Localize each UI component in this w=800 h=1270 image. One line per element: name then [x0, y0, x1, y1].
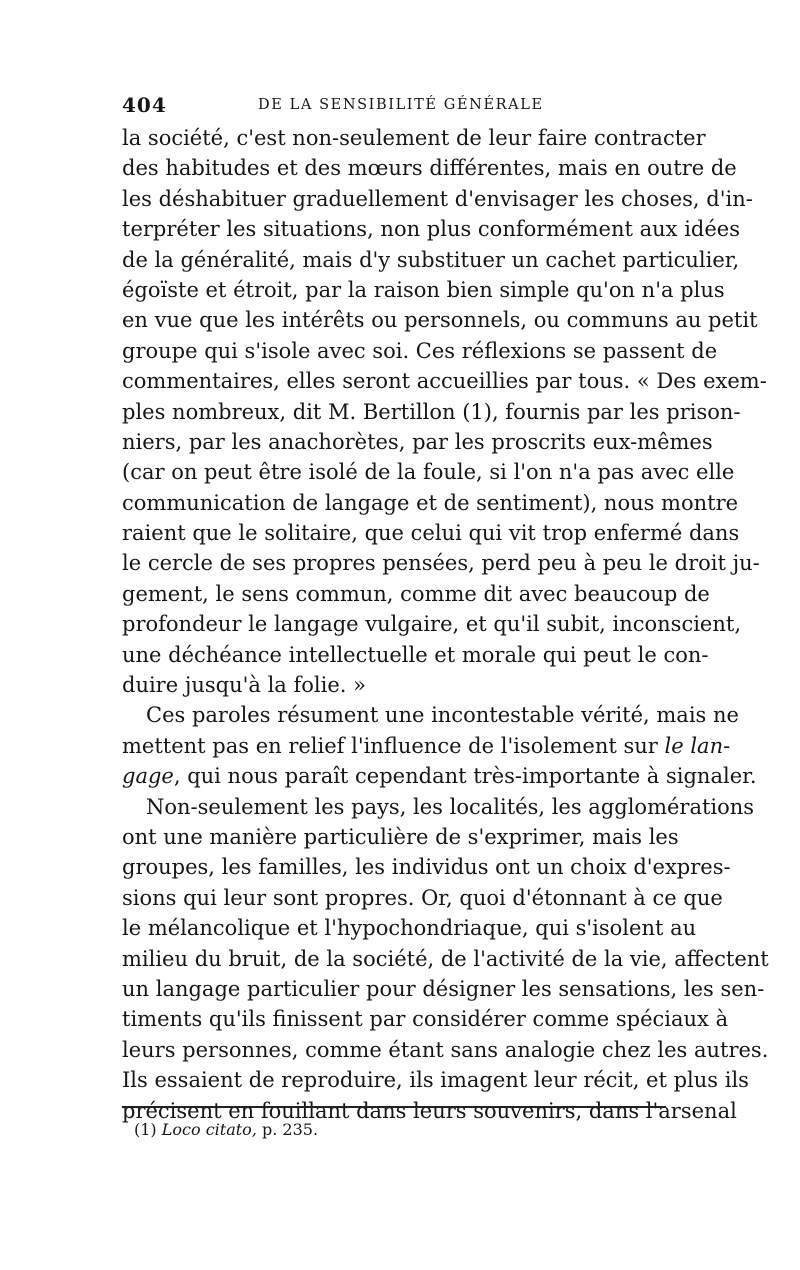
text-line: la société, c'est non-seulement de leur faire contracter — [122, 126, 706, 150]
text-line: leurs personnes, comme étant sans analogie chez les autres. — [122, 1037, 769, 1062]
paragraph-3 — [122, 792, 769, 1126]
paragraph-2 — [122, 700, 757, 791]
footnote — [134, 1120, 318, 1139]
italic-text: gage — [122, 764, 174, 789]
text-line: de la généralité, mais d'y substituer un cachet particulier, — [122, 247, 740, 272]
text-line: le mélancolique et l'hypochondriaque, qui s'isolent au — [122, 916, 697, 941]
text-line: groupe qui s'isole avec soi. Ces réflexions se passent de — [122, 338, 718, 363]
page-header — [122, 93, 682, 123]
text-line: commentaires, elles seront accueillies par tous. « Des exem- — [122, 369, 767, 394]
text-line: terpréter les situations, non plus conformément aux idées — [122, 217, 740, 242]
footnote-page: p. 235. — [262, 1120, 319, 1139]
footnote-citation: Loco citato, — [161, 1120, 257, 1139]
text-line: duire jusqu'à la folie. » — [122, 673, 366, 698]
page-number: 404 — [122, 93, 167, 117]
text-line: Non-seulement les pays, les localités, les agglomérations — [146, 794, 755, 819]
italic-text: le lan- — [664, 733, 731, 758]
text-line — [122, 731, 731, 761]
text-line — [122, 761, 757, 791]
text-line: gement, le sens commun, comme dit avec beaucoup de — [122, 581, 710, 606]
text-line: milieu du bruit, de la société, de l'activité de la vie, affectent — [122, 946, 769, 971]
text-line: les déshabituer graduellement d'envisager les choses, d'in- — [122, 186, 753, 211]
text-line: timents qu'ils finissent par considérer comme spéciaux à — [122, 1007, 729, 1032]
text-line: en vue que les intérêts ou personnels, ou communs au petit — [122, 308, 758, 333]
text-line: raient que le solitaire, que celui qui vit trop enfermé dans — [122, 521, 740, 546]
text-line: des habitudes et des mœurs différentes, mais en outre de — [122, 156, 737, 181]
text-line: précisent en fouillant dans leurs souvenirs, dans l'arsenal — [122, 1098, 737, 1123]
footnote-marker: (1) — [134, 1120, 157, 1139]
text-line: ont une manière particulière de s'exprimer, mais les — [122, 824, 679, 849]
text-line: égoïste et étroit, par la raison bien simple qu'on n'a plus — [122, 277, 725, 302]
text-line: groupes, les familles, les individus ont un choix d'expres- — [122, 855, 731, 880]
text-line: un langage particulier pour désigner les sensations, les sen- — [122, 976, 765, 1001]
text-line: ples nombreux, dit M. Bertillon (1), fournis par les prison- — [122, 399, 741, 424]
text-fragment: , qui nous paraît cependant très-importante à signaler. — [173, 764, 757, 789]
text-line: le cercle de ses propres pensées, perd peu à peu le droit ju- — [122, 551, 760, 576]
text-line: (car on peut être isolé de la foule, si l'on n'a pas avec elle — [122, 460, 735, 485]
running-head: DE LA SENSIBILITÉ GÉNÉRALE — [258, 97, 544, 113]
text-line: Ils essaient de reproduire, ils imagent leur récit, et plus ils — [122, 1068, 749, 1093]
text-line: Ces paroles résument une incontestable vérité, mais ne — [146, 703, 739, 728]
text-line: une déchéance intellectuelle et morale qui peut le con- — [122, 642, 709, 667]
text-line: communication de langage et de sentiment), nous montre — [122, 490, 739, 515]
footnote-rule — [122, 1106, 666, 1108]
text-line: profondeur le langage vulgaire, et qu'il subit, inconscient, — [122, 612, 741, 637]
text-fragment: mettent pas en relief l'influence de l'isolement sur — [122, 733, 658, 758]
text-line: sions qui leur sont propres. Or, quoi d'étonnant à ce que — [122, 885, 723, 910]
body-text — [122, 123, 769, 1126]
paragraph-1 — [122, 123, 767, 700]
text-line: niers, par les anachorètes, par les proscrits eux-mêmes — [122, 429, 713, 454]
